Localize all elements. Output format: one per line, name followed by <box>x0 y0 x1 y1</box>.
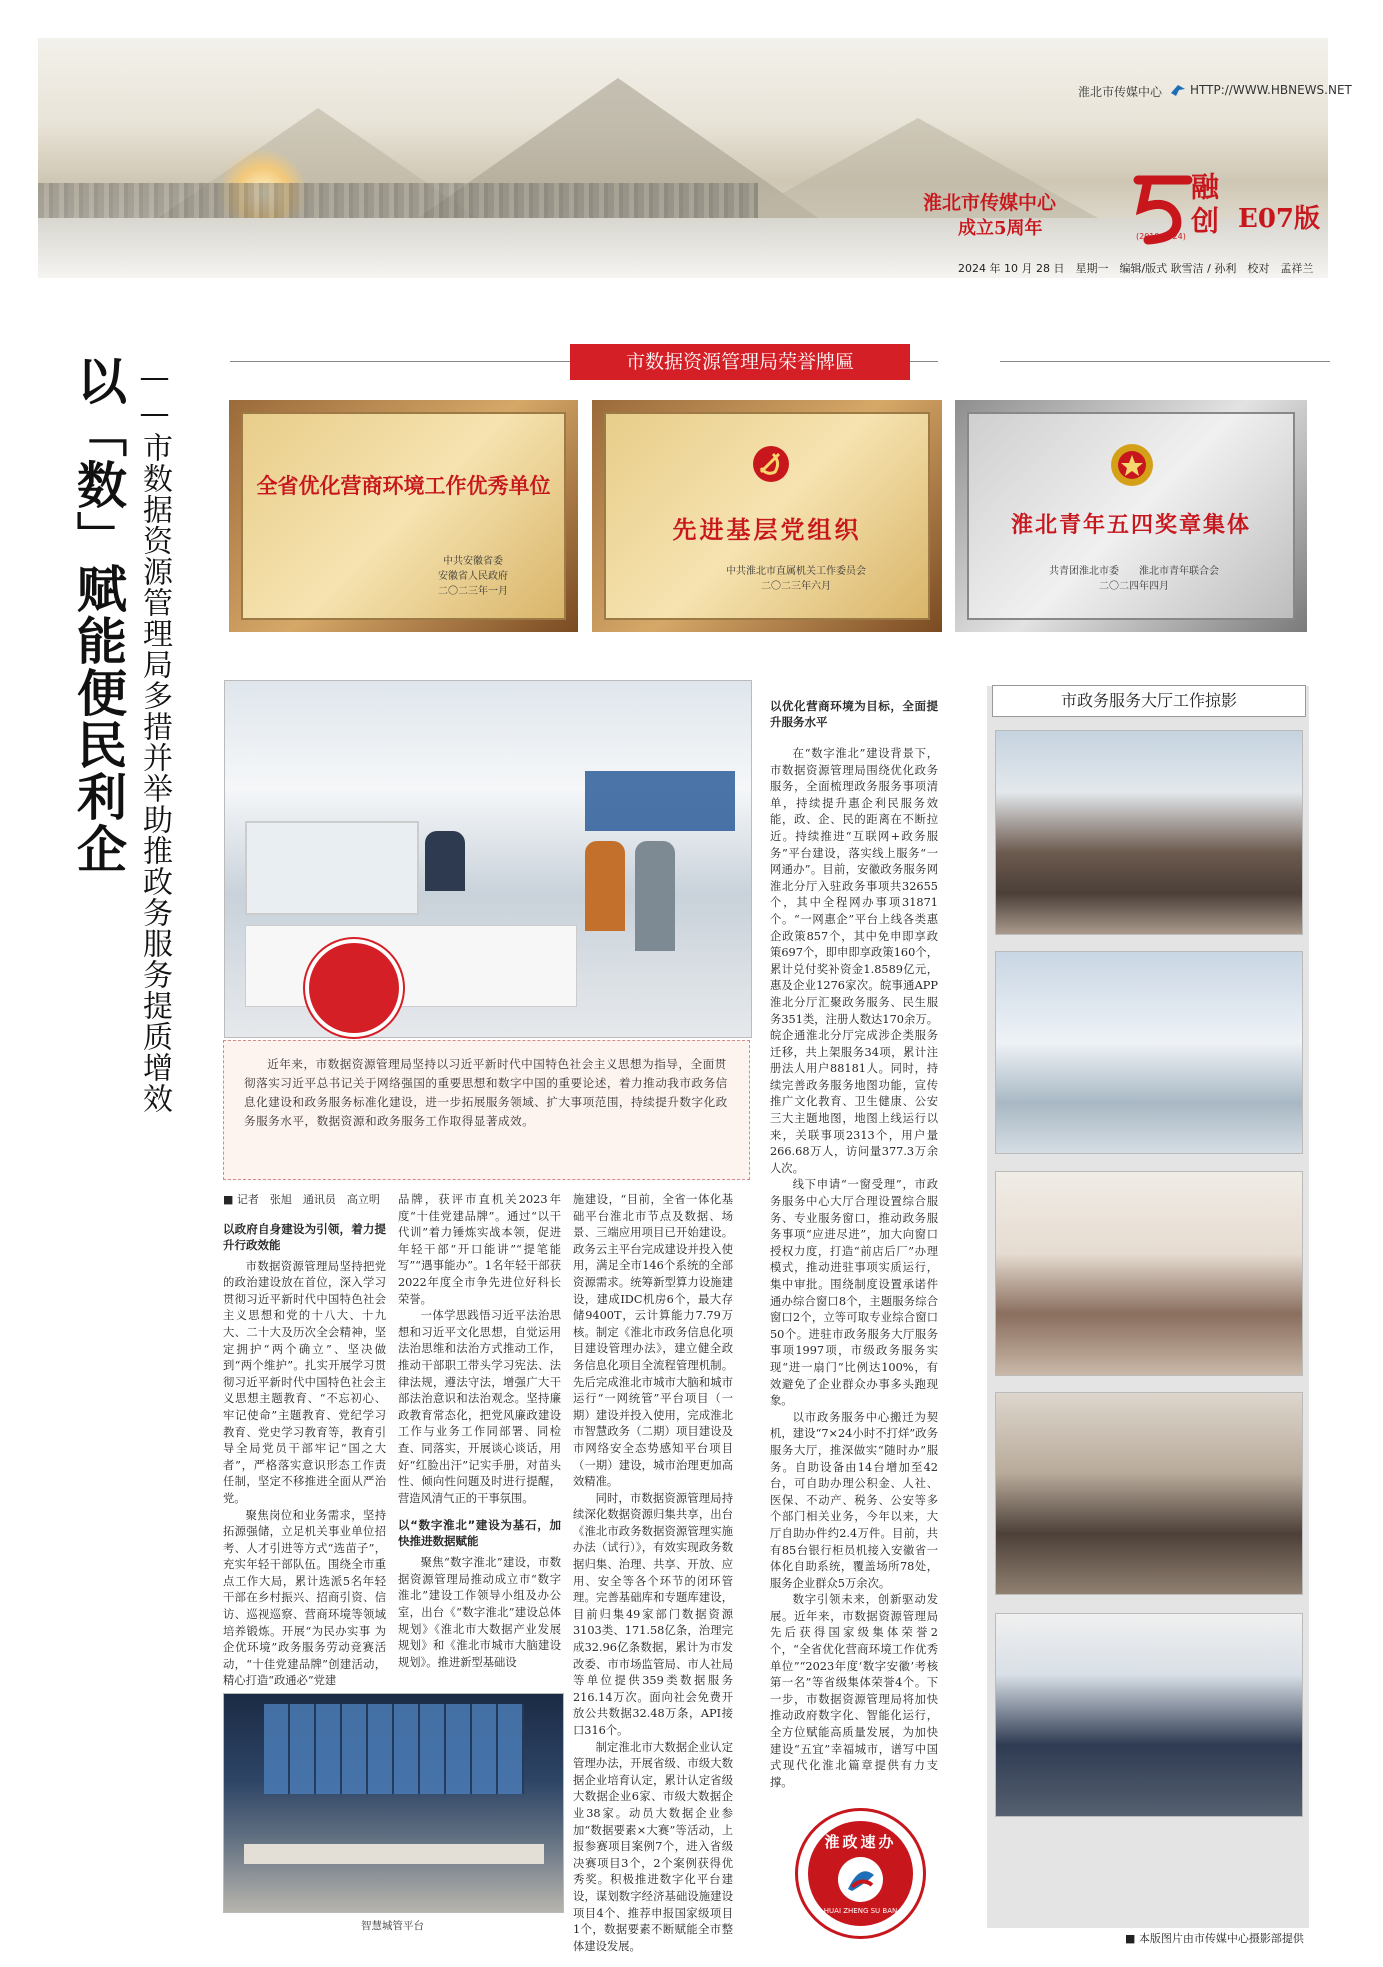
anniversary-logo <box>1128 170 1238 250</box>
photo-credit: ■ 本版图片由市传媒中心摄影部提供 <box>1125 1932 1304 1945</box>
plaque-issuer: 中共淮北市直属机关工作委员会 <box>726 566 866 577</box>
paragraph: 一体学思践悟习近平法治思想和习近平文化思想，自觉运用法治思维和法治方式推动工作，推动干部职工带头学习宪法、法律法规，遵法守法，增强广大干部法治意识和法治观念。坚持廉政教育常态化，把党风廉政建设工作与业务工作同部署、同检查、同落实，开展谈心谈话，用好“红脸出汗”记实手册，对苗头性、倾向性问题及时进行提醒，营造风清气正的干事氛围。 <box>398 1309 561 1505</box>
column-1 <box>223 1192 386 1690</box>
paragraph: 同时，市数据资源管理局持续深化数据资源归集共享，出台《淮北市政务数据资源管理实施办法（试行）》，有效实现政务数据归集、治理、共享、开放、应用、安全等各个环节的闭环管理。完善基础库和专题库建设，目前归集49家部门数据资源3103类、171.58亿条，治理完成32.96亿条数据，累计为市发改委、市市场监管局、市人社局等单位提供359类数据服务216.14万次。面向社会免费开放公共数据32.48万条，API接口316个。 <box>573 1491 733 1737</box>
edition-number: E07版 <box>1238 204 1320 234</box>
bird-logo-icon <box>1170 82 1186 96</box>
date-line: 2024 年 10 月 28 日 星期一 编辑/版式 耿雪洁 / 孙利 校对 孟祥兰 <box>958 262 1314 275</box>
plaque-date: 二〇二三年一月 <box>438 586 508 597</box>
youth-league-emblem-icon <box>1109 442 1155 488</box>
intro-box <box>223 1040 750 1180</box>
plaque-1 <box>229 400 578 632</box>
plaque-3 <box>955 400 1307 632</box>
paragraph: 聚焦岗位和业务需求，坚持拓源强储，立足机关事业单位招考、人才引进等方式“选苗子”，充实年轻干部队伍。围绕全市重点工作大局，累计选派5名年轻干部在乡村振兴、招商引资、信访、巡视巡察、营商环境等领域培养锻炼。开展“为民办实事 为企优环境”政务服务劳动竞赛活动，“十佳党建品牌”创建活动，精心打造“政通必”党建 <box>223 1508 386 1688</box>
divider <box>1000 361 1330 362</box>
subtitle: ——市数据资源管理局多措并举助推政务服务提质增效 <box>137 360 172 1114</box>
logo-years: (2019-2024) <box>1136 232 1186 241</box>
huai-zheng-su-ban-logo <box>795 1808 926 1939</box>
plaque-date: 二〇二三年六月 <box>761 581 831 592</box>
paragraph: 施建设，“目前，全省一体化基础平台淮北市节点及数据、场景、三端应用项目已开始建设。政务云主平台完成建设并投入使用，满足全市146个系统的全部资源需求。统筹新型算力设施建设，建成IDC机房6个，最大存储9400T，云计算能力7.79万核。制定《淮北市政务信息化项目建设管理办法》，建立健全政务信息化项目全流程管理机制。先后完成淮北市城市大脑和城市运行“一网统管”平台项目（一期）建设并投入使用，完成淮北市智慧政务（二期）项目建设及市网络安全态势感知平台项目（一期）建设，城市治理更加高效精准。 <box>573 1193 733 1489</box>
honors-heading: 市数据资源管理局荣誉牌匾 <box>570 344 910 380</box>
gallery-title: 市政务服务大厅工作掠影 <box>992 685 1306 717</box>
column-3 <box>573 1192 733 1955</box>
party-emblem-icon <box>751 444 791 484</box>
main-title: 以「数」赋能便民利企 <box>69 355 127 875</box>
plaque-title: 淮北青年五四奖章集体 <box>1010 512 1251 538</box>
smart-city-platform-photo <box>223 1693 564 1913</box>
service-hall-photo <box>224 680 752 1038</box>
plaque-date: 二〇二四年四月 <box>1099 581 1169 592</box>
column-2 <box>398 1192 561 1671</box>
section-heading: 以政府自身建设为引领，着力提升行政效能 <box>223 1221 386 1252</box>
paragraph: 线下申请“一窗受理”，市政务服务中心大厅合理设置综合服务、专业服务窗口，推动政务服务事项“应进尽进”，加大向窗口授权力度，打造“前店后厂”办理模式，推动进驻事项实质运行，集中审批。围绕制度设置承诺件通办综合窗口8个，主题服务综合窗口2个，立等可取专业综合窗口50个。进驻市政务服务大厅服务事项1997项，市级政务服务实现“进一扇门”比例达100%，有效避免了企业群众办事多头跑现象。 <box>770 1178 938 1408</box>
stamp-english: HUAI ZHENG SU BAN <box>823 1907 898 1915</box>
plaque-issuer: 中共安徽省委 <box>443 556 503 567</box>
gallery-photo-hall <box>995 951 1303 1154</box>
plaque-issuer: 共青团淮北市委 淮北市青年联合会 <box>1049 566 1219 577</box>
paragraph: 市数据资源管理局坚持把党的政治建设放在首位，深入学习贯彻习近平新时代中国特色社会主义思想和党的十八大、十九大、二十大及历次全会精神，坚定拥护“两个确立”、坚决做到“两个维护”。扎实开展学习贯彻习近平新时代中国特色社会主义思想主题教育、“不忘初心、牢记使命”主题教育、党纪学习教育、党史学习教育等，教育引导全局党员干部牢记“国之大者”，严格落实意识形态工作责任制，坚定不移推进全面从严治党。 <box>223 1259 386 1505</box>
website-url: HTTP://WWW.HBNEWS.NET <box>1190 83 1352 97</box>
masthead-banner <box>38 38 1352 278</box>
plaque-issuer: 安徽省人民政府 <box>438 571 508 582</box>
plaque-2 <box>592 400 942 632</box>
section-heading: 以“数字淮北”建设为基石，加快推进数据赋能 <box>398 1518 561 1549</box>
photo-caption: 智慧城管平台 <box>361 1920 424 1932</box>
paragraph: 数字引领未来，创新驱动发展。近年来，市数据资源管理局先后获得国家级集体荣誉2个，“全省优化营商环境工作优秀单位”“2023年度‘数字安徽’考核第一名”等省级集体荣誉4个。下一步，市数据资源管理局将加快推动政府数字化、智能化运行，全方位赋能高质量发展，为加快建设“五宜”幸福城市，谱写中国式现代化淮北篇章提供有力支撑。 <box>770 1593 938 1789</box>
stamp-emblem-icon <box>838 1857 883 1902</box>
gallery-photo-service <box>995 1171 1303 1376</box>
gallery-photo-desk <box>995 1613 1303 1817</box>
byline: ■ 记者 张旭 通讯员 高立明 <box>223 1193 380 1206</box>
org-name: 淮北市传媒中心 <box>1078 85 1163 99</box>
section-heading: 以优化营商环境为目标，全面提升服务水平 <box>770 699 938 729</box>
gallery-photo-office <box>995 1392 1303 1595</box>
intro-text: 近年来，市数据资源管理局坚持以习近平新时代中国特色社会主义思想为指导，全面贯彻落实习近平总书记关于网络强国的重要思想和数字中国的重要论述，着力推动我市政务信息化建设和政务服务标准化建设，进一步拓展服务领域、扩大事项范围，持续提升数字化政务服务水平，数据资源和政务服务工作取得显著成效。 <box>244 1057 728 1128</box>
paragraph: 聚焦“数字淮北”建设，市数据资源管理局推动成立市“数字淮北”建设工作领导小组及办公室，出台《“数字淮北”建设总体规划》《淮北市大数据产业发展规划》和《淮北市城市大脑建设规划》。推进新型基础设 <box>398 1556 561 1669</box>
column-4 <box>770 694 938 1791</box>
paragraph: 制定淮北市大数据企业认定管理办法，开展省级、市级大数据企业培育认定，累计认定省级大数据企业6家、市级大数据企业38家。动员大数据企业参加“数据要素×大赛”等活动，上报参赛项目案例7个，进入省级决赛项目3个，2个案例获得优秀奖。积极推进数字化平台建设，谋划数字经济基础设施建设项目4个、推荐申报国家级项目1个，数据要素不断赋能全市整体建设发展。 <box>573 1740 733 1953</box>
gallery-photo-crowd <box>995 730 1303 935</box>
stamp-text: 淮政速办 <box>824 1833 897 1851</box>
slogan-line1: 淮北市传媒中心 <box>923 192 1057 214</box>
plaque-title: 先进基层党组织 <box>672 515 862 544</box>
plaque-title: 全省优化营商环境工作优秀单位 <box>256 473 551 498</box>
paragraph: 品牌，获评市直机关2023年度“十佳党建品牌”。通过“以干代训”着力锤炼实战本领，促进年轻干部“开口能讲”“提笔能写”“遇事能办”。1名年轻干部获2022年度全市争先进位好科长荣誉。 <box>398 1193 561 1306</box>
paragraph: 在“数字淮北”建设背景下，市数据资源管理局围绕优化政务服务，全面梳理政务服务事项清单，持续提升惠企利民服务效能，政、企、民的距离在不断拉近。持续推进“互联网+政务服务”平台建设，落实线上服务“一网通办”。目前，安徽政务服务网淮北分厅入驻政务事项共32655个，其中全程网办事项31871个。“一网惠企”平台上线各类惠企政策857个，其中免申即享政策697个，即申即享政策160个，累计兑付奖补资金1.8589亿元，惠及企业1276家次。皖事通APP淮北分厅汇聚政务服务、民生服务351类，注册人数达170余万。皖企通淮北分厅完成涉企类服务迁移，共上架服务34项，累计注册法人用户88181人。同时，持续完善政务服务地图功能，宣传推广文化教育、卫生健康、公安三大主题地图，地图上线运行以来，关联事项2313个，用户量266.68万人，访问量377.3万余人次。 <box>770 747 938 1175</box>
logo-text: 融创 <box>1187 172 1220 240</box>
slogan-line2: 成立5周年 <box>958 218 1043 239</box>
paragraph: 以市政务服务中心搬迁为契机，建设“7×24小时不打烊”政务服务大厅，推深做实“随时办”服务。自助设备由14台增加至42台，可自助办理公积金、人社、医保、不动产、税务、公安等多个部门相关业务，今年以来，大厅自助办件约2.4万件。目前，共有85台银行柜员机接入安徽省一体化自助系统，覆盖场所78处，服务企业群众5万余次。 <box>770 1410 938 1590</box>
